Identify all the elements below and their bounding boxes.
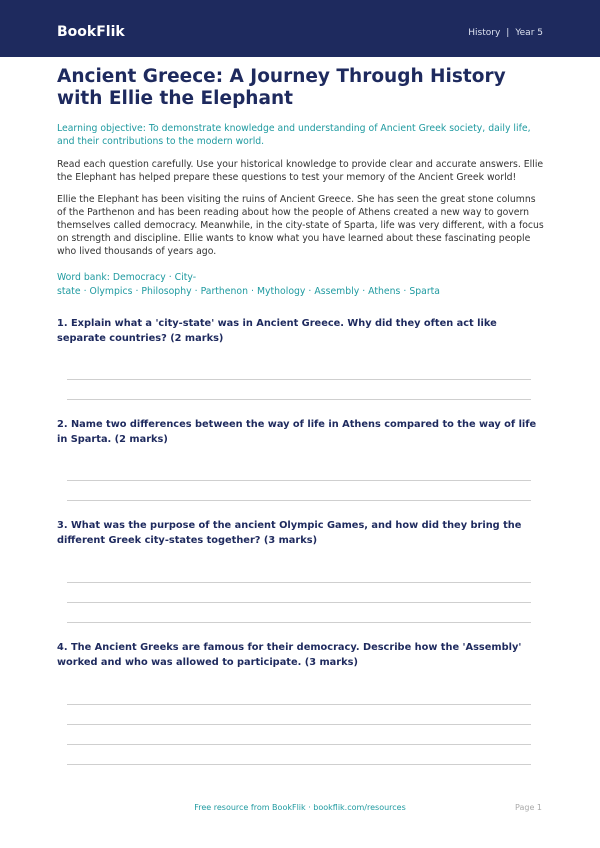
word-bank-item: Democracy (112, 272, 166, 283)
question-3: 3. What was the purpose of the ancient Olympic Games, and how did they bring the different Greek city-states together? (3 marks) (57, 520, 522, 546)
answer-line[interactable] (67, 480, 531, 481)
answer-line[interactable] (67, 399, 531, 400)
answer-line[interactable] (67, 500, 531, 501)
word-bank-item: Assembly (314, 285, 360, 297)
subject-label: History (468, 28, 501, 38)
word-bank-item: City-state (57, 272, 197, 297)
word-bank-item: Philosophy (141, 285, 192, 297)
answer-line[interactable] (67, 744, 531, 745)
meta-separator: | (506, 28, 510, 38)
page-number: Page 1 (515, 803, 542, 812)
instructions-paragraph: Read each question carefully. Use your historical knowledge to provide clear and accurate answers. Ellie the Elephant has helped prepare these questions to test your memory of the Ancient Greek world! (57, 159, 544, 183)
answer-line[interactable] (67, 582, 531, 583)
subject-year-label (468, 27, 543, 39)
context-paragraph: Ellie the Elephant has been visiting the ruins of Ancient Greece. She has seen the great stone columns of the Parthenon and has been reading about how the people of Athens created a new way to govern themselves called democracy. Meanwhile, in the city-state of Sparta, life was very different, with a focus on strength and discipline. Ellie wants to know what you have learned about these fascinating people who lived thousands of years ago. (57, 194, 544, 257)
question-1: 1. Explain what a 'city-state' was in Ancient Greece. Why did they often act like separate countries? (2 marks) (57, 318, 497, 344)
word-bank-item: Athens (368, 285, 401, 297)
answer-line[interactable] (67, 379, 531, 380)
footer-credit: Free resource from BookFlik · bookflik.com/resources (194, 803, 406, 812)
question-2: 2. Name two differences between the way of life in Athens compared to the way of life in Sparta. (2 marks) (57, 419, 537, 445)
answer-line[interactable] (67, 764, 531, 765)
year-label: Year 5 (515, 28, 543, 38)
word-bank: Word bank: Democracy · City-state · Olympics · Philosophy · Parthenon · Mythology · Assembly · Athens · Sparta (57, 272, 441, 297)
answer-line[interactable] (67, 724, 531, 725)
question-4: 4. The Ancient Greeks are famous for their democracy. Describe how the 'Assembly' worked and who was allowed to participate. (3 marks) (57, 642, 522, 668)
word-bank-item: Parthenon (200, 285, 249, 297)
word-bank-item: Sparta (409, 285, 441, 297)
word-bank-item: Olympics (89, 285, 133, 297)
word-bank-label: Word bank: (57, 272, 110, 283)
brand-logo-text: BookFlik (57, 24, 125, 40)
answer-line[interactable] (67, 704, 531, 705)
word-bank-item: Mythology (256, 285, 306, 297)
page-header (0, 0, 600, 57)
worksheet-title: Ancient Greece: A Journey Through History with Ellie the Elephant (57, 66, 506, 109)
answer-line[interactable] (67, 622, 531, 623)
answer-line[interactable] (67, 602, 531, 603)
learning-objective: Learning objective: To demonstrate knowledge and understanding of Ancient Greek society, daily life, and their contributions to the modern world. (57, 123, 531, 147)
